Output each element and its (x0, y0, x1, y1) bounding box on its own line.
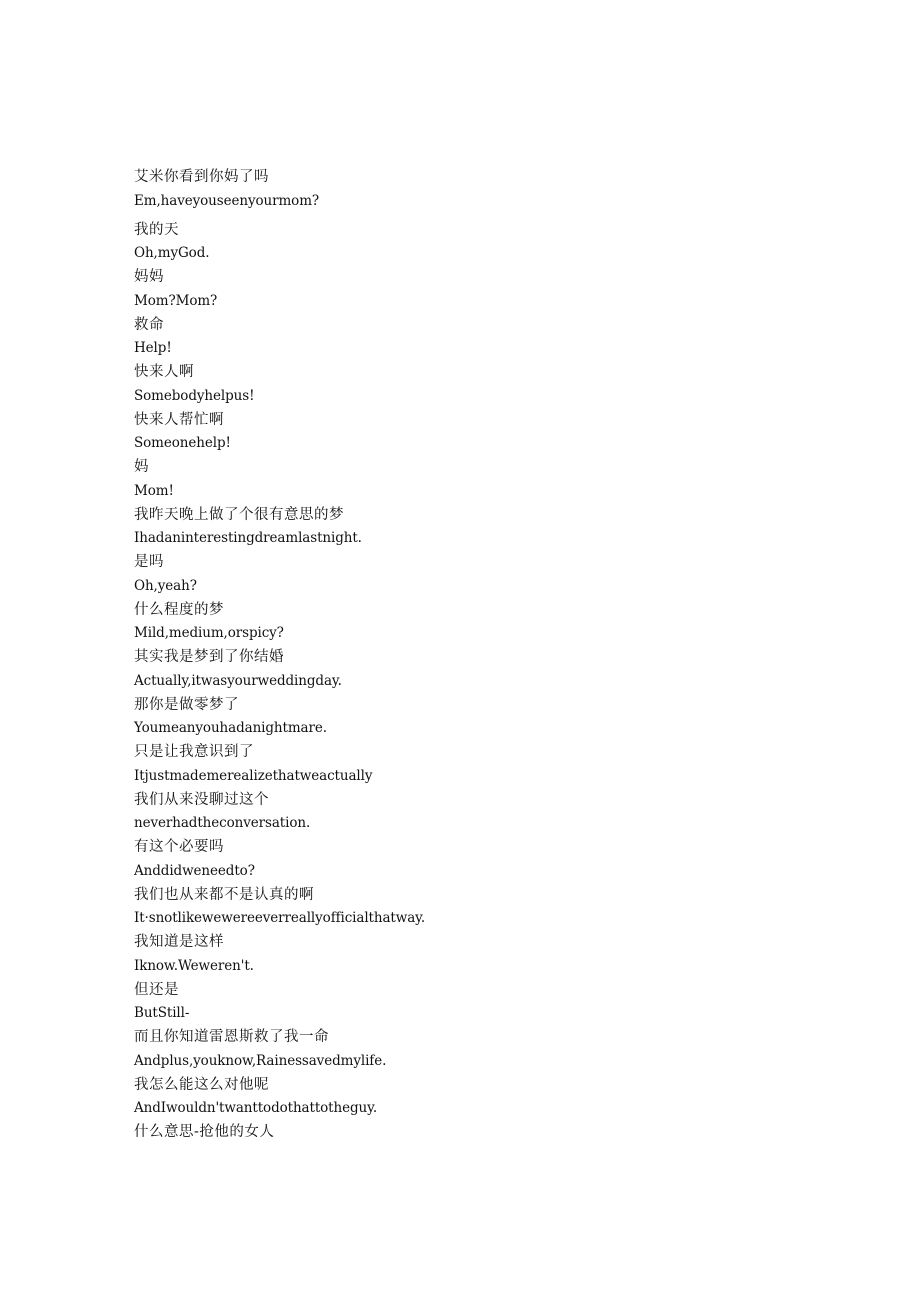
transcript-line-zh: 快来人帮忙啊 (134, 411, 224, 428)
transcript-line-en: It·snotlikewewereeverreallyofficialthatway. (134, 910, 426, 927)
transcript-line-en: Em,haveyouseenyourmom? (134, 192, 320, 209)
transcript-line-en: Oh,myGod. (134, 245, 210, 262)
transcript-line-zh: 而且你知道雷恩斯救了我一命 (134, 1029, 329, 1045)
transcript-line-en: Somebodyhelpus! (134, 387, 255, 404)
transcript-line-zh: 妈妈 (134, 269, 164, 285)
transcript-line-en: Itjustmademerealizethatweactually (134, 767, 373, 784)
transcript-line-en: AndIwouldn'twanttodothattotheguy. (134, 1100, 378, 1117)
transcript-line-zh: 我的天 (134, 221, 179, 238)
transcript-line-en: ButStill- (134, 1005, 190, 1022)
transcript-line-en: Andplus,youknow,Rainessavedmylife. (134, 1052, 387, 1069)
transcript-line-zh: 是吗 (134, 554, 164, 570)
transcript-line-zh: 艾米你看到你妈了吗 (134, 169, 269, 185)
transcript-line-en: Actually,itwasyourweddingday. (134, 672, 342, 689)
transcript-line-en: Youmeanyouhadanightmare. (134, 720, 327, 737)
transcript-line-en: Ihadaninterestingdreamlastnight. (134, 530, 362, 547)
transcript-line-zh: 其实我是梦到了你结婚 (134, 649, 284, 665)
transcript-line-en: Someonehelp! (134, 435, 231, 452)
transcript-line-zh: 快来人啊 (134, 364, 194, 380)
transcript-line-zh: 什么程度的梦 (134, 601, 224, 618)
transcript-line-zh: 什么意思-抢他的女人 (134, 1124, 275, 1140)
transcript-line-en: neverhadtheconversation. (134, 815, 311, 832)
transcript-line-en: Mild,medium,orspicy? (134, 625, 284, 642)
transcript-line-en: Help! (134, 340, 172, 357)
subtitle-transcript (134, 166, 854, 1145)
transcript-line-en: Iknow.Weweren't. (134, 957, 254, 974)
transcript-line-zh: 救命 (134, 316, 164, 333)
transcript-line-zh: 我们也从来都不是认真的啊 (134, 886, 314, 903)
transcript-line-zh: 妈 (134, 459, 149, 475)
transcript-line-en: Anddidweneedto? (134, 862, 255, 879)
transcript-line-zh: 但还是 (134, 981, 179, 998)
transcript-line-zh: 我怎么能这么对他呢 (134, 1076, 269, 1093)
transcript-line-zh: 有这个必要吗 (134, 839, 224, 855)
transcript-line-en: Mom?Mom? (134, 292, 218, 309)
transcript-line-zh: 只是让我意识到了 (134, 744, 254, 760)
transcript-line-zh: 那你是做零梦了 (134, 696, 239, 713)
transcript-line-zh: 我昨天晚上做了个很有意思的梦 (134, 506, 344, 523)
transcript-line-zh: 我们从来没聊过这个 (134, 791, 269, 808)
transcript-line-en: Mom! (134, 482, 174, 499)
transcript-line-en: Oh,yeah? (134, 577, 197, 594)
transcript-line-zh: 我知道是这样 (134, 934, 224, 950)
